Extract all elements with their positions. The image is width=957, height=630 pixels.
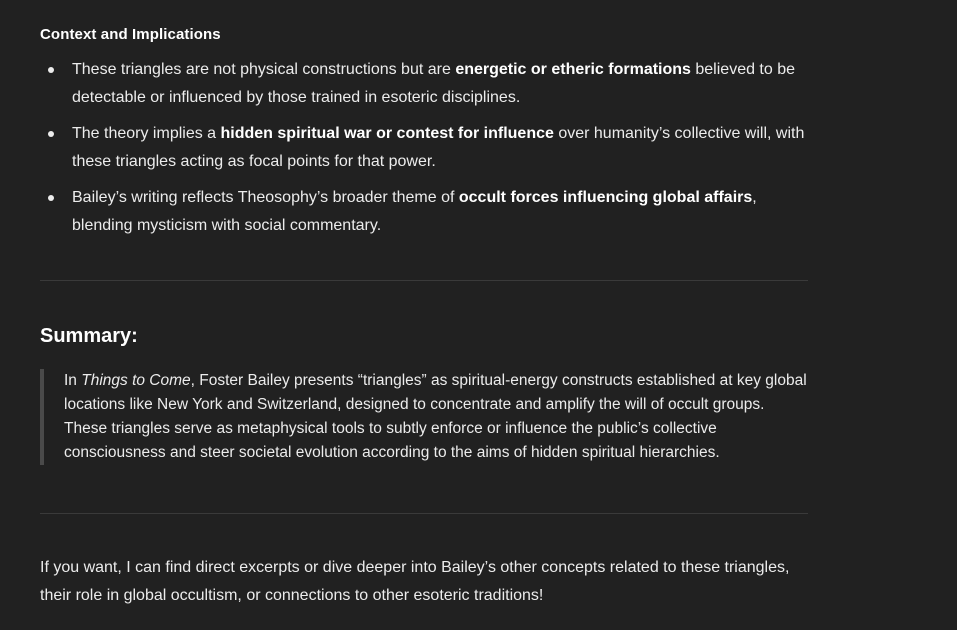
list-item bbox=[40, 184, 808, 240]
quote-text-end: , Foster Bailey presents “triangles” as spiritual-energy constructs established at key global locations like New York and Switzerland, designed to concentrate and amplify the will of occult groups. These triangles serve as metaphysical tools to subtly enforce or influence the public’s collective consciousness and steer societal evolution according to the aims of hidden spiritual hierarchies. bbox=[64, 372, 807, 461]
bullet-list bbox=[40, 56, 808, 248]
horizontal-divider bbox=[40, 513, 808, 514]
list-item-text-end: over humanity’s collective will, with these triangles acting as focal points for that power. bbox=[72, 125, 805, 170]
list-item-bold: occult forces influencing global affairs bbox=[458, 189, 753, 206]
list-item bbox=[40, 56, 808, 112]
summary-blockquote bbox=[40, 369, 808, 465]
section-heading-context: Context and Implications bbox=[40, 26, 221, 43]
quote-text-start: In bbox=[64, 372, 82, 389]
list-item-text-end: believed to be detectable or influenced by those trained in esoteric disciplines. bbox=[72, 61, 796, 106]
bullet-dot-icon bbox=[48, 195, 54, 201]
list-item-text-start: Bailey’s writing reflects Theosophy’s broader theme of bbox=[72, 189, 459, 206]
list-item-text-start: The theory implies a bbox=[72, 125, 221, 142]
list-item-text-end: , blending mysticism with social commentary. bbox=[72, 189, 757, 234]
bullet-dot-icon bbox=[48, 67, 54, 73]
closing-paragraph: If you want, I can find direct excerpts or dive deeper into Bailey’s other concepts related to these triangles, their role in global occultism, or connections to other esoteric traditions! bbox=[40, 559, 790, 604]
book-title: Things to Come bbox=[81, 372, 191, 389]
list-item-bold: hidden spiritual war or contest for influence bbox=[220, 125, 554, 142]
horizontal-divider bbox=[40, 280, 808, 281]
list-item-text-start: These triangles are not physical constructions but are bbox=[72, 61, 456, 78]
summary-heading: Summary: bbox=[40, 325, 138, 347]
bullet-dot-icon bbox=[48, 131, 54, 137]
list-item-bold: energetic or etheric formations bbox=[455, 61, 691, 78]
list-item bbox=[40, 120, 808, 176]
